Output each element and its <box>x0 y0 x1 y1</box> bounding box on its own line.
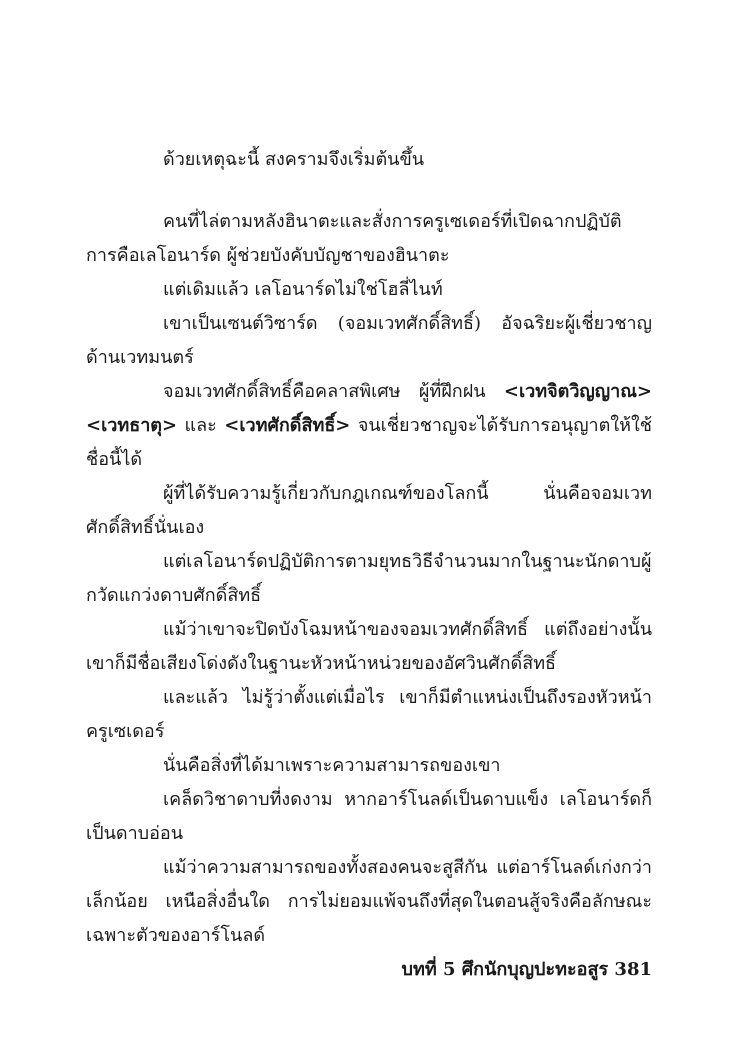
text-segment: ผู้ที่ได้รับความรู้เกี่ยวกับกฎเกณฑ์ของโลกนี้ นั่นคือจอมเวทศักดิ์สิทธิ์นั่นเอง <box>86 483 652 538</box>
bold-term: <เวทธาตุ> <box>86 415 178 436</box>
text-segment: ด้วยเหตุฉะนี้ สงครามจึงเริ่มต้นขึ้น <box>163 149 425 170</box>
body-text <box>86 143 652 953</box>
paragraph <box>86 273 652 307</box>
text-segment: แต่เดิมแล้ว เลโอนาร์ดไม่ใช่โฮลี่ไนท์ <box>163 279 443 300</box>
paragraph <box>86 613 652 681</box>
paragraph <box>86 783 652 851</box>
paragraph <box>86 375 652 477</box>
paragraph <box>86 307 652 375</box>
text-segment: คนที่ไล่ตามหลังฮินาตะและสั่งการครูเซเดอร์ที่เปิดฉากปฏิบัติการคือเลโอนาร์ด ผู้ช่วยบังคับบัญชาของฮินาตะ <box>86 211 622 266</box>
page-footer <box>86 955 652 985</box>
text-segment: แม้ว่าเขาจะปิดบังโฉมหน้าของจอมเวทศักดิ์สิทธิ์ แต่ถึงอย่างนั้นเขาก็มีชื่อเสียงโด่งดังในฐานะหัวหน้าหน่วยของอัศวินศักดิ์สิทธิ์ <box>86 619 652 674</box>
text-segment: และแล้ว ไม่รู้ว่าตั้งแต่เมื่อไร เขาก็มีตำแหน่งเป็นถึงรองหัวหน้าครูเซเดอร์ <box>86 687 652 742</box>
running-title: บทที่ 5 ศึกนักบุญปะทะอสูร <box>401 959 609 980</box>
text-segment: แต่เลโอนาร์ดปฏิบัติการตามยุทธวิธีจำนวนมากในฐานะนักดาบผู้กวัดแกว่งดาบศักดิ์สิทธิ์ <box>86 551 652 606</box>
page-number: 381 <box>614 959 652 980</box>
paragraph <box>86 851 652 953</box>
bold-term: <เวทจิตวิญญาณ> <box>503 381 652 402</box>
text-segment: จอมเวทศักดิ์สิทธิ์คือคลาสพิเศษ ผู้ที่ฝึกฝน <box>163 381 504 402</box>
paragraph <box>86 681 652 749</box>
text-segment: เขาเป็นเซนต์วิซาร์ด (จอมเวทศักดิ์สิทธิ์) อัจฉริยะผู้เชี่ยวชาญด้านเวทมนตร์ <box>86 313 652 368</box>
paragraph <box>86 477 652 545</box>
paragraph <box>86 143 652 177</box>
paragraph <box>86 545 652 613</box>
text-segment: และ <box>177 415 225 436</box>
bold-term: <เวทศักดิ์สิทธิ์> <box>224 415 351 436</box>
text-segment: เคล็ดวิชาดาบที่งดงาม หากอาร์โนลด์เป็นดาบแข็ง เลโอนาร์ดก็เป็นดาบอ่อน <box>86 789 652 844</box>
paragraph <box>86 205 652 273</box>
text-segment: แม้ว่าความสามารถของทั้งสองคนจะสูสีกัน แต่อาร์โนลด์เก่งกว่าเล็กน้อย เหนือสิ่งอื่นใด การไม่ยอมแพ้จนถึงที่สุดในตอนสู้จริงคือลักษณะเฉพาะตัวของอาร์โนลด์ <box>86 857 652 946</box>
text-segment: นั่นคือสิ่งที่ได้มาเพราะความสามารถของเขา <box>163 755 501 776</box>
paragraph <box>86 749 652 783</box>
text-segment: จนเชี่ยวชาญจะได้รับการอนุญาตให้ใช้ชื่อนี้ได้ <box>86 415 652 470</box>
